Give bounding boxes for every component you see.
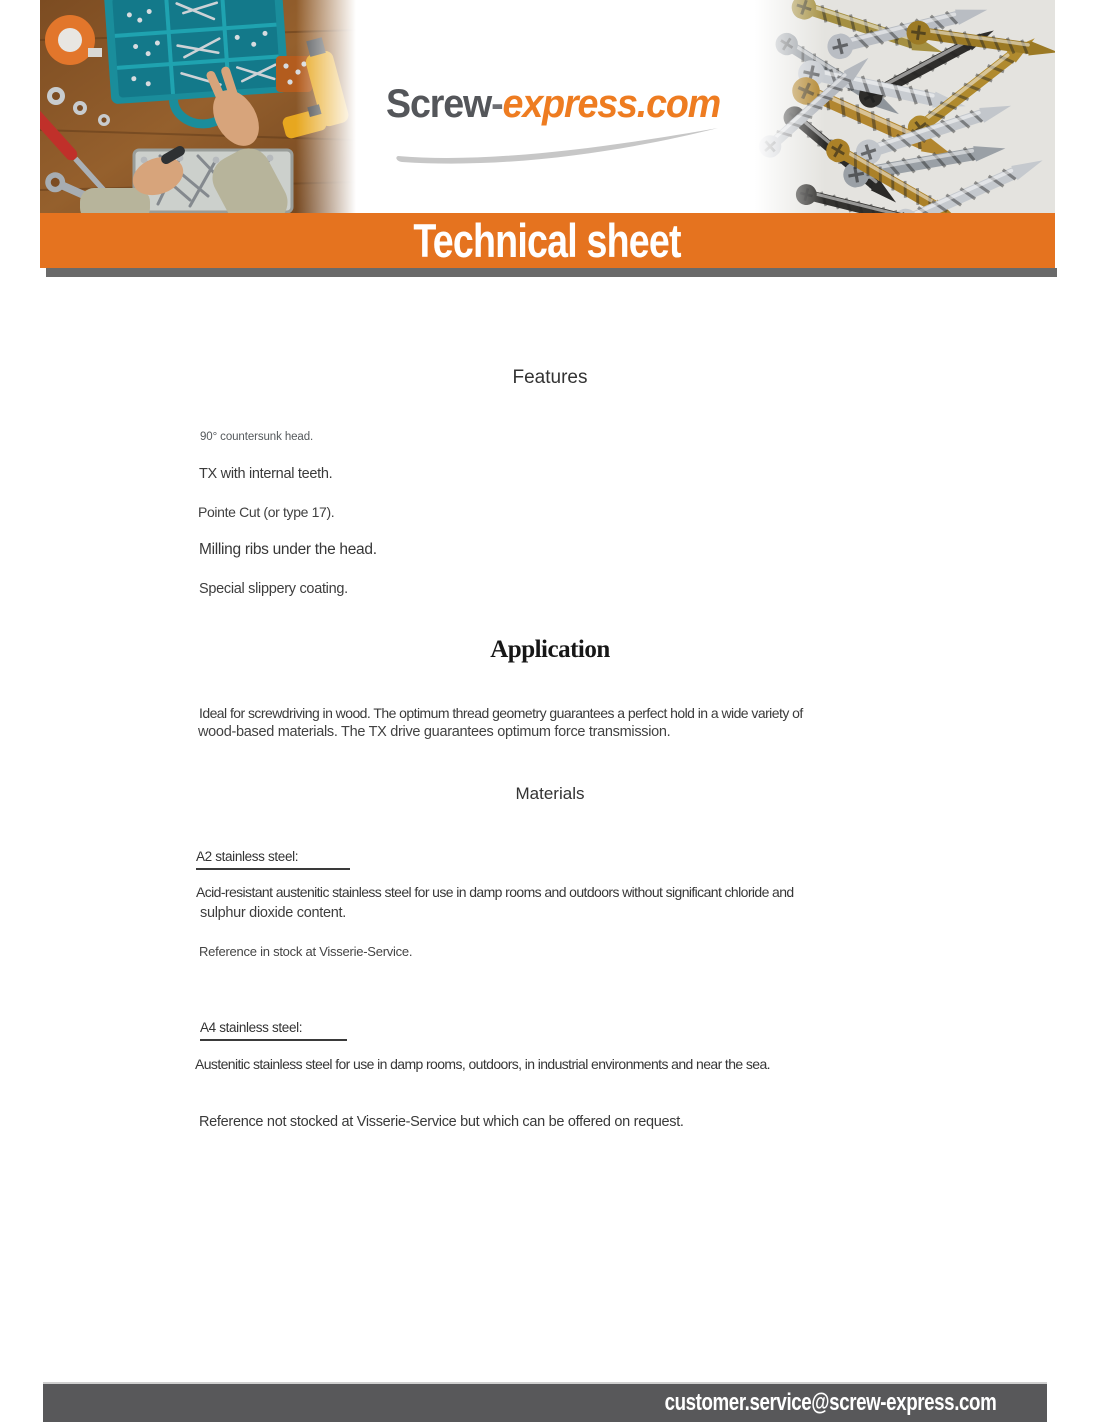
a2-steel-label-text: A2 stainless steel: [196, 849, 350, 870]
footer-bar [43, 1382, 1047, 1422]
technical-sheet-banner [40, 213, 1055, 268]
features-heading: Features [512, 367, 588, 388]
a2-steel-reference-note: Reference in stock at Visserie-Service. [199, 944, 413, 959]
workbench-photo [40, 0, 356, 215]
a2-steel-label [196, 848, 350, 870]
a4-steel-label [200, 1019, 347, 1041]
feature-item: Special slippery coating. [199, 581, 348, 597]
customer-service-email: customer.service@screw-express.com [664, 1389, 996, 1416]
a4-steel-reference-note: Reference not stocked at Visserie-Service but which can be offered on request. [199, 1114, 684, 1130]
logo-text-screw: Screw [386, 82, 492, 126]
feature-item: Milling ribs under the head. [199, 541, 377, 558]
feature-item: Pointe Cut (or type 17). [198, 504, 335, 520]
a2-steel-description-line: sulphur dioxide content. [200, 905, 346, 921]
site-logo [386, 82, 720, 127]
a4-steel-description-line: Austenitic stainless steel for use in damp rooms, outdoors, in industrial environments and near the sea. [195, 1056, 770, 1072]
materials-heading: Materials [515, 784, 585, 803]
logo-hyphen: - [491, 82, 503, 126]
logo-text-express: express.com [502, 82, 721, 126]
application-heading: Application [490, 636, 610, 663]
a4-steel-label-text: A4 stainless steel: [200, 1020, 347, 1041]
banner-divider [46, 268, 1057, 277]
a2-steel-description-line: Acid-resistant austenitic stainless steel for use in damp rooms and outdoors without significant chloride and [196, 884, 794, 900]
feature-item: 90° countersunk head. [200, 431, 314, 443]
application-text-line: Ideal for screwdriving in wood. The optimum thread geometry guarantees a perfect hold in a wide variety of [199, 705, 803, 721]
application-text-line: wood-based materials. The TX drive guarantees optimum force transmission. [198, 724, 671, 740]
logo-swoosh-graphic [390, 124, 724, 168]
screws-photo [755, 0, 1055, 215]
feature-item: TX with internal teeth. [199, 466, 333, 482]
banner-title: Technical sheet [413, 214, 682, 267]
